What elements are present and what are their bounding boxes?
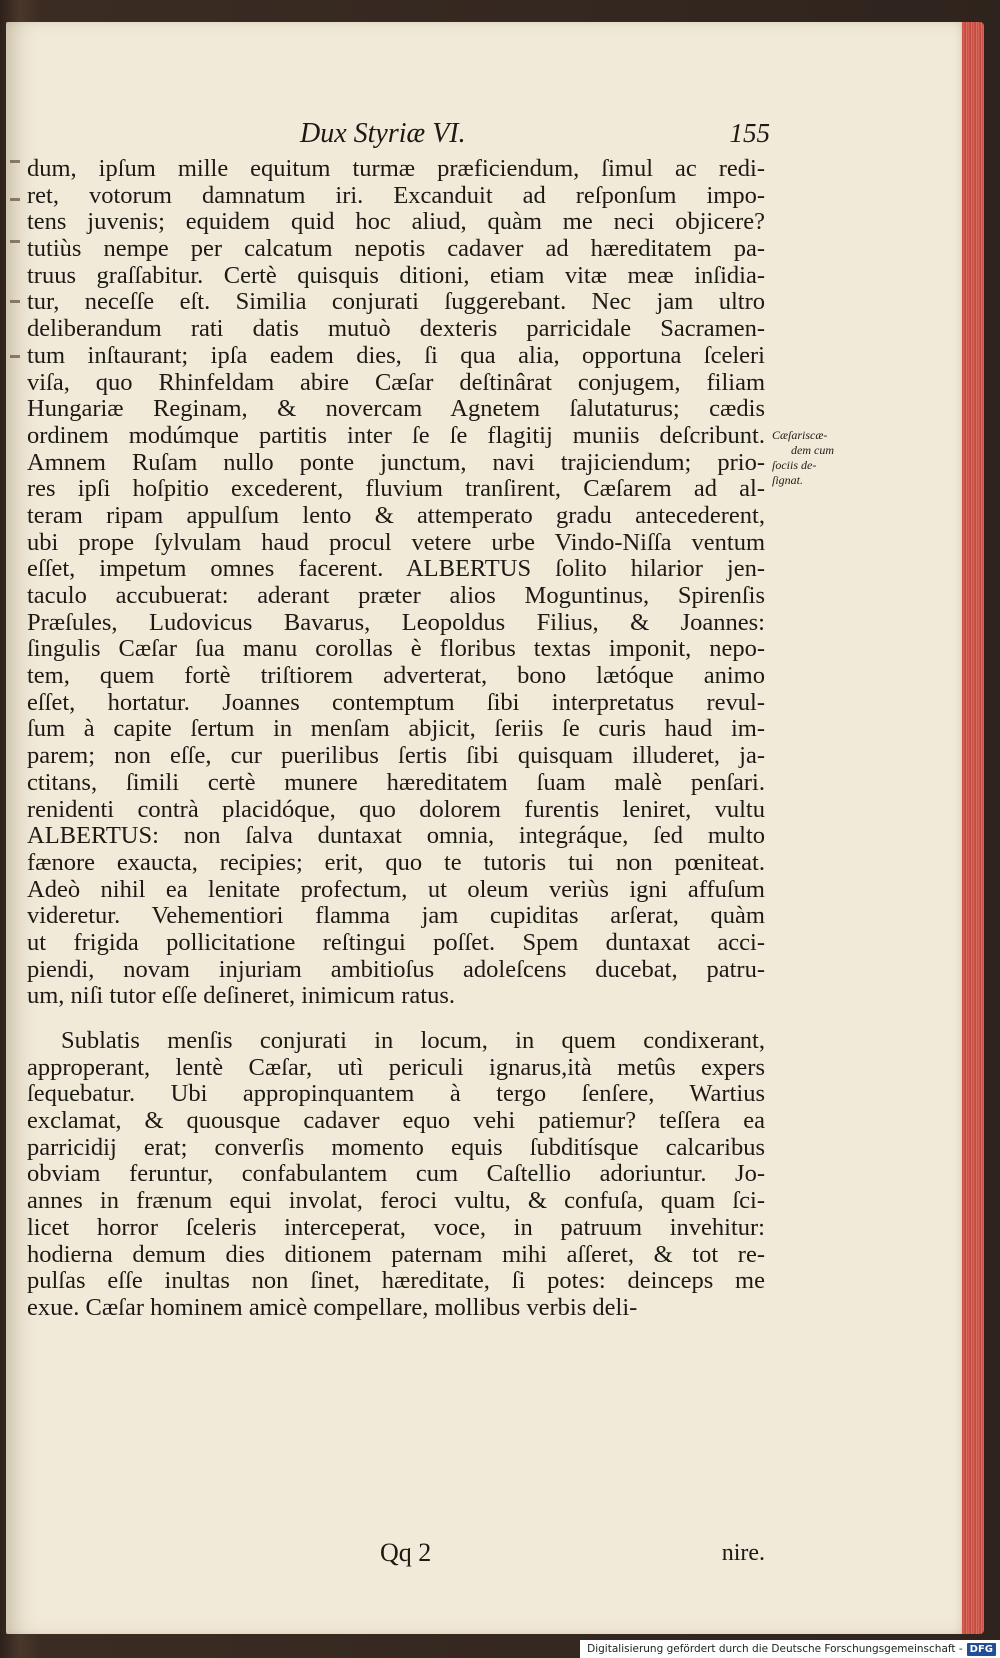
margin-note-line: Cæſariscæ- [772, 428, 828, 442]
margin-note [772, 428, 834, 488]
text-line: Amnem Ruſam nullo ponte junctum, navi trajiciendum; prio- [27, 448, 765, 476]
dfg-logo: DFG [967, 1643, 996, 1656]
paragraph-gap [27, 1010, 765, 1028]
text-line: deliberandum rati datis mutuò dexteris parricidale Sacramen- [27, 315, 765, 343]
paragraph [27, 1028, 765, 1322]
text-line: Sublatis menſis conjurati in locum, in quem condixerant, [61, 1027, 765, 1054]
text-line: ſum à capite ſertum in menſam abjicit, ſeriis ſe curis haud im- [27, 715, 765, 743]
page-number: 155 [729, 118, 770, 148]
text-line: ubi prope ſylvulam haud procul vetere urbe Vindo-Niſſa ventum [27, 528, 765, 556]
margin-note-line: dem cum [791, 443, 834, 457]
text-line: tum inſtaurant; ipſa eadem dies, ſi qua alia, opportuna ſceleri [27, 341, 765, 369]
page-header [300, 118, 770, 154]
text-line: res ipſi hoſpitio excederent, fluvium tranſirent, Cæſarem ad al- [27, 475, 765, 503]
margin-note-line: ſignat. [772, 473, 804, 487]
text-line: tem, quem fortè triſtiorem adverterat, bono lætóque animo [27, 662, 765, 690]
text-line: ut frigida pollicitatione reſtingui poſſet. Spem duntaxat acci- [27, 928, 765, 956]
text-line: viſa, quo Rhinfeldam abire Cæſar deſtinârat conjugem, filiam [27, 368, 765, 396]
running-head: Dux Styriæ VI. [300, 118, 466, 149]
text-line: fænore exaucta, recipies; erit, quo te tutoris tui non pœniteat. [27, 848, 765, 876]
text-line: videretur. Vehementiori flamma jam cupiditas arſerat, quàm [27, 902, 765, 930]
text-line: teram ripam appulſum lento & attemperato gradu antecederent, [27, 501, 765, 529]
text-line: hodierna demum dies ditionem paternam mihi aſſeret, & tot re- [27, 1240, 765, 1268]
text-line: Præſules, Ludovicus Bavarus, Leopoldus Filius, & Joannes: [27, 608, 765, 636]
text-line: Adeò nihil ea lenitate profectum, ut oleum veriùs igni affuſum [27, 875, 765, 903]
text-line: taculo accubuerat: aderant præter alios Moguntinus, Spirenſis [27, 582, 765, 609]
text-line: annes in frænum equi involat, feroci vultu, & confuſa, quam ſci- [27, 1187, 765, 1215]
text-line: licet horror ſceleris interceperat, voce, in patruum invehitur: [27, 1213, 765, 1241]
text-line: tur, neceſſe eſt. Similia conjurati ſuggerebant. Nec jam ultro [27, 288, 765, 316]
text-line: renidenti contrà placidóque, quo dolorem furentis leniret, vultu [27, 795, 765, 823]
text-line: exclamat, & quousque cadaver equo vehi patiemur? teſſera ea [27, 1107, 765, 1135]
text-line: exue. Cæſar hominem amicè compellare, mollibus verbis deli- [27, 1293, 638, 1321]
paragraph [27, 156, 765, 1010]
text-line: eſſet, hortatur. Joannes contemptum ſibi interpretatus revul- [27, 688, 765, 716]
text-line: ret, votorum damnatum iri. Excanduit ad reſponſum impo- [27, 181, 765, 209]
text-line: parem; non eſſe, cur puerilibus ſertis ſibi quisquam illuderet, ja- [27, 742, 765, 770]
text-line: parricidij erat; converſis momento equis ſubditísque calcaribus [27, 1133, 765, 1161]
text-line: dum, ipſum mille equitum turmæ præficiendum, ſimul ac redi- [27, 155, 765, 182]
catchword: nire. [721, 1540, 765, 1566]
gutter-mark [10, 160, 20, 163]
gutter-mark [10, 240, 20, 243]
text-line: approperant, lentè Cæſar, utì periculi ignarus,ità metûs expers [27, 1053, 765, 1081]
text-line: eſſet, impetum omnes facerent. ALBERTUS ſolito hilarior jen- [27, 555, 765, 583]
text-line: um, niſi tutor eſſe deſineret, inimicum ratus. [27, 982, 455, 1010]
signature-mark: Qq 2 [380, 1538, 432, 1567]
text-line: tutiùs nempe per calcatum nepotis cadaver ad hæreditatem pa- [27, 235, 765, 263]
page-footer [380, 1538, 765, 1568]
text-line: ordinem modúmque partitis inter ſe ſe flagitij muniis deſcribunt. [27, 421, 765, 449]
text-line: ALBERTUS: non ſalva duntaxat omnia, integráque, ſed multo [27, 822, 765, 850]
banner-text: Digitalisierung gefördert durch die Deutsche Forschungsgemeinschaft - [587, 1643, 963, 1655]
text-line: ſequebatur. Ubi appropinquantem à tergo ſenſere, Wartius [27, 1080, 765, 1108]
gutter-show-through [6, 150, 28, 390]
text-line: pulſas eſſe inultas non ſinet, hæreditate, ſi potes: deinceps me [27, 1267, 765, 1295]
text-line: tens juvenis; equidem quid hoc aliud, quàm me neci objicere? [27, 208, 765, 236]
text-line: obviam feruntur, confabulantem cum Caſtellio adoriuntur. Jo- [27, 1160, 765, 1188]
text-line: ctitans, ſimili certè munere hæreditatem ſuam malè penſari. [27, 768, 765, 796]
digitization-banner [580, 1640, 1000, 1658]
text-line: ſingulis Cæſar ſua manu corollas è floribus textas imponit, nepo- [27, 635, 765, 663]
text-line: piendi, novam injuriam ambitioſus adoleſcens ducebat, patru- [27, 955, 765, 983]
text-line: truus graſſabitur. Certè quisquis ditioni, etiam vitæ meæ inſidia- [27, 261, 765, 289]
text-line: Hungariæ Reginam, & novercam Agnetem ſalutaturus; cædis [27, 395, 765, 423]
gutter-mark [10, 355, 20, 358]
body-text [27, 156, 765, 1322]
gutter-mark [10, 300, 20, 303]
red-page-edges [962, 22, 984, 1634]
margin-note-line: ſociis de- [772, 458, 817, 472]
gutter-mark [10, 198, 20, 201]
